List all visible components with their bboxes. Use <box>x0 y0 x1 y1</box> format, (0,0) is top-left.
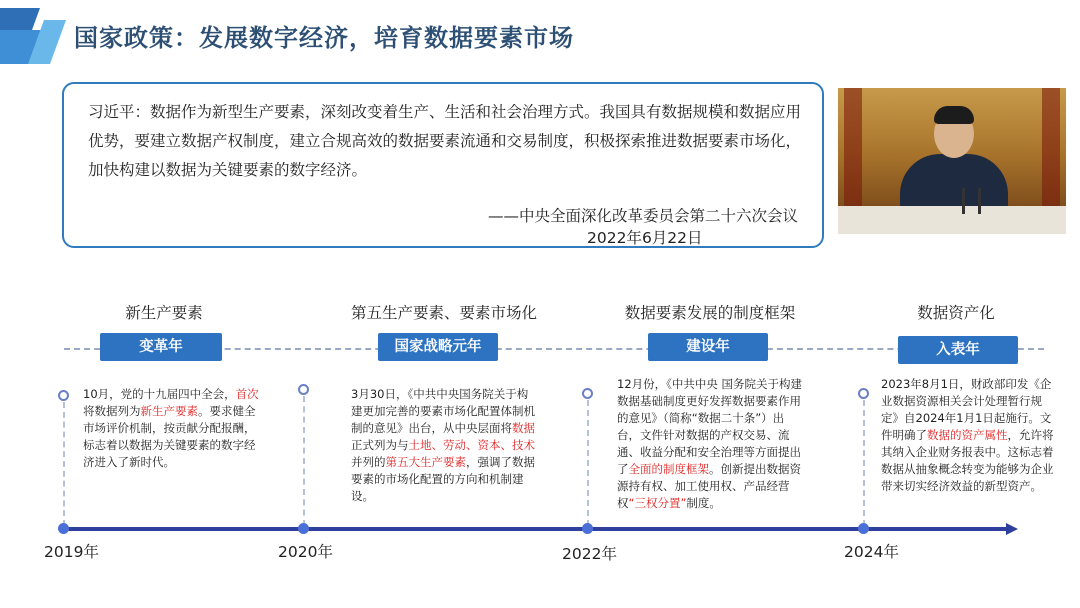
timeline-paragraph <box>83 386 259 471</box>
timeline-dot <box>298 523 309 534</box>
timeline-year: 2019年 <box>44 543 99 561</box>
paragraph-text: 正式列为与 <box>351 438 409 452</box>
timeline-connector <box>587 400 589 526</box>
photo-person-hair <box>934 106 974 124</box>
photo-microphone <box>978 188 981 214</box>
timeline-ring-icon <box>858 388 869 399</box>
timeline-paragraph <box>881 376 1057 495</box>
highlight-text: 数据 <box>512 421 535 435</box>
highlight-text: 第五大生产要素 <box>385 455 466 469</box>
timeline-label: 建设年 <box>648 333 768 361</box>
meeting-photo <box>838 88 1066 234</box>
timeline-dot <box>58 523 69 534</box>
header-decoration-stripe <box>0 8 40 30</box>
quote-date: 2022年6月22日 <box>587 229 703 247</box>
highlight-text: “三权分置” <box>628 496 687 510</box>
timeline-ring-icon <box>298 384 309 395</box>
paragraph-text: 制度。 <box>686 496 721 510</box>
timeline-connector <box>303 396 305 526</box>
paragraph-text: 。创新提出数据资源持有权、加工使用权、产品经营权 <box>617 462 801 510</box>
highlight-text: 全面的制度框架 <box>628 462 709 476</box>
timeline-year: 2022年 <box>562 545 617 563</box>
timeline-ring-icon <box>58 390 69 401</box>
paragraph-text: 并列的 <box>351 455 386 469</box>
timeline-paragraph <box>351 386 539 505</box>
paragraph-text: 。要求健全市场评价机制，按贡献分配报酬，标志着以数据为关键要素的数字经济进入了新时代。 <box>83 404 256 469</box>
timeline-heading: 数据要素发展的制度框架 <box>624 304 796 322</box>
timeline-label: 国家战略元年 <box>378 333 498 361</box>
paragraph-text: 10月，党的十九届四中全会， <box>83 387 236 401</box>
timeline-label: 变革年 <box>100 333 222 361</box>
timeline-ring-icon <box>582 388 593 399</box>
timeline-connector <box>63 402 65 526</box>
timeline-dot <box>582 523 593 534</box>
quote-source: ——中央全面深化改革委员会第二十六次会议 <box>487 207 798 225</box>
timeline-heading: 第五生产要素、要素市场化 <box>350 304 537 322</box>
paragraph-text: ，允许将其纳入企业财务报表中。这标志着数据从抽象概念转变为能够为企业带来切实经济效益的新型资产。 <box>881 428 1054 493</box>
timeline-dot <box>858 523 869 534</box>
highlight-text: 数据的资产属性 <box>927 428 1008 442</box>
paragraph-text: 3月30日，《中共中央国务院关于构建更加完善的要素市场化配置体制机制的意见》出台，从中央层面将 <box>351 387 535 435</box>
timeline-arrow-icon <box>1006 523 1018 535</box>
paragraph-text: 12月份，《中共中央 国务院关于构建数据基础制度更好发挥数据要素作用的意见》（简称“数据二十条”）出台，文件针对数据的产权交易、流通、收益分配和安全治理等方面提出了 <box>617 377 803 476</box>
highlight-text: 土地、劳动、资本、技术 <box>408 438 535 452</box>
photo-desk <box>838 206 1066 234</box>
timeline-year: 2020年 <box>278 543 333 561</box>
timeline-heading: 新生产要素 <box>125 304 203 322</box>
paragraph-text: 将数据列为 <box>83 404 141 418</box>
quote-text: 习近平：数据作为新型生产要素，深刻改变着生产、生活和社会治理方式。我国具有数据规模和数据应用优势，要建立数据产权制度，建立合规高效的数据要素流通和交易制度，积极探索推进数据要素市场化，加快构建以数据为关键要素的数字经济。 <box>88 103 802 179</box>
timeline-paragraph <box>617 376 805 512</box>
photo-microphone <box>962 188 965 214</box>
quote-box <box>62 82 824 248</box>
highlight-text: 新生产要素 <box>140 404 198 418</box>
paragraph-text: 2023年8月1日，财政部印发《企业数据资源相关会计处理暂行规定》自2024年1月1日起施行。文件明确了 <box>881 377 1052 442</box>
timeline-year: 2024年 <box>844 543 899 561</box>
page-title: 国家政策：发展数字经济，培育数据要素市场 <box>74 24 574 52</box>
timeline-heading: 数据资产化 <box>917 304 995 322</box>
highlight-text: 首次 <box>235 387 259 401</box>
paragraph-text: ，强调了数据要素的市场化配置的方向和机制建设。 <box>351 455 535 503</box>
timeline-label: 入表年 <box>898 336 1018 364</box>
timeline-connector <box>863 400 865 526</box>
